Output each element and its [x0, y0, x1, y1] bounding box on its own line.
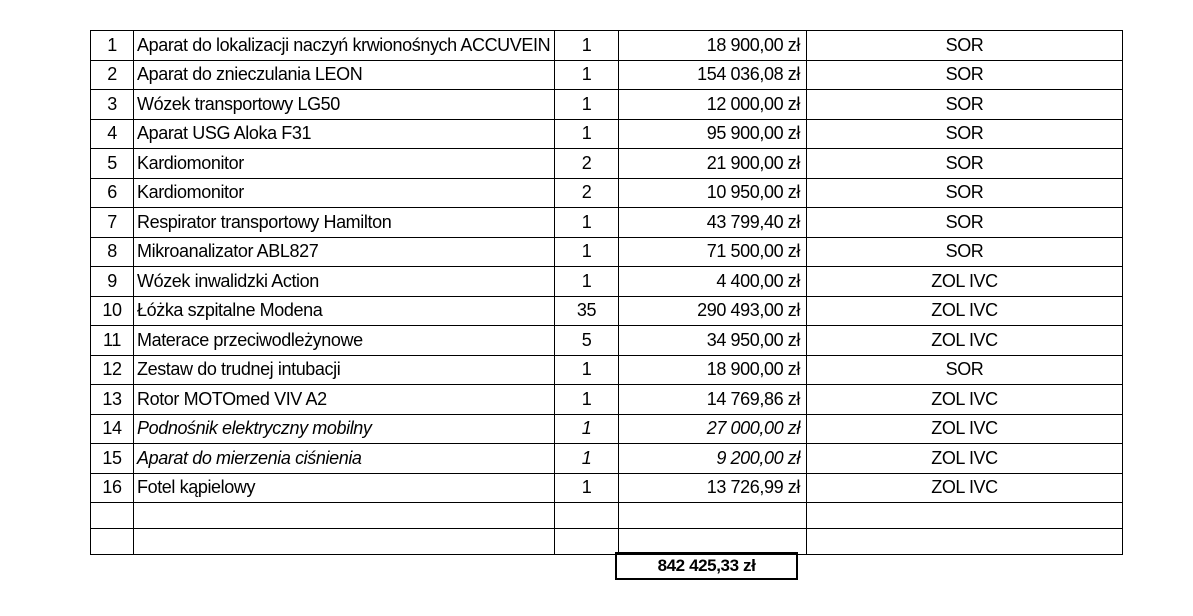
quantity-cell: 35 — [555, 296, 619, 326]
item-name-cell: Materace przeciwodleżynowe — [134, 326, 555, 356]
empty-cell — [619, 529, 807, 555]
price-cell: 18 900,00 zł — [619, 31, 807, 61]
row-number-cell: 9 — [91, 267, 134, 297]
quantity-cell: 1 — [555, 414, 619, 444]
item-name-cell: Fotel kąpielowy — [134, 473, 555, 503]
quantity-cell: 1 — [555, 60, 619, 90]
quantity-cell: 2 — [555, 149, 619, 179]
row-number-cell: 8 — [91, 237, 134, 267]
price-cell: 9 200,00 zł — [619, 444, 807, 474]
table-row — [91, 326, 1123, 356]
item-name-cell: Łóżka szpitalne Modena — [134, 296, 555, 326]
table-row — [91, 60, 1123, 90]
quantity-cell: 1 — [555, 473, 619, 503]
department-cell: SOR — [807, 90, 1123, 120]
department-cell: ZOL IVC — [807, 267, 1123, 297]
price-cell: 290 493,00 zł — [619, 296, 807, 326]
quantity-cell: 2 — [555, 178, 619, 208]
item-name-cell: Mikroanalizator ABL827 — [134, 237, 555, 267]
empty-cell — [555, 503, 619, 529]
department-cell: SOR — [807, 31, 1123, 61]
table-row — [91, 355, 1123, 385]
price-cell: 13 726,99 zł — [619, 473, 807, 503]
item-name-cell: Wózek inwalidzki Action — [134, 267, 555, 297]
quantity-cell: 1 — [555, 444, 619, 474]
equipment-table — [90, 30, 1123, 555]
row-number-cell: 5 — [91, 149, 134, 179]
table-row — [91, 267, 1123, 297]
price-cell: 95 900,00 zł — [619, 119, 807, 149]
empty-cell — [555, 529, 619, 555]
row-number-cell: 15 — [91, 444, 134, 474]
table-row — [91, 444, 1123, 474]
department-cell: SOR — [807, 355, 1123, 385]
row-number-cell: 16 — [91, 473, 134, 503]
row-number-cell: 4 — [91, 119, 134, 149]
price-cell: 71 500,00 zł — [619, 237, 807, 267]
table-row — [91, 385, 1123, 415]
department-cell: SOR — [807, 178, 1123, 208]
total-sum-cell: 842 425,33 zł — [615, 552, 798, 580]
row-number-cell: 3 — [91, 90, 134, 120]
department-cell: SOR — [807, 237, 1123, 267]
quantity-cell: 1 — [555, 385, 619, 415]
quantity-cell: 1 — [555, 31, 619, 61]
table-row — [91, 119, 1123, 149]
item-name-cell: Wózek transportowy LG50 — [134, 90, 555, 120]
department-cell: SOR — [807, 119, 1123, 149]
department-cell: ZOL IVC — [807, 326, 1123, 356]
empty-cell — [619, 503, 807, 529]
row-number-cell: 10 — [91, 296, 134, 326]
price-cell: 18 900,00 zł — [619, 355, 807, 385]
table-row — [91, 473, 1123, 503]
row-number-cell: 14 — [91, 414, 134, 444]
row-number-cell: 13 — [91, 385, 134, 415]
item-name-cell: Aparat do znieczulania LEON — [134, 60, 555, 90]
row-number-cell: 12 — [91, 355, 134, 385]
empty-row — [91, 503, 1123, 529]
quantity-cell: 1 — [555, 119, 619, 149]
price-cell: 12 000,00 zł — [619, 90, 807, 120]
price-cell: 27 000,00 zł — [619, 414, 807, 444]
table-row — [91, 208, 1123, 238]
item-name-cell: Aparat USG Aloka F31 — [134, 119, 555, 149]
quantity-cell: 1 — [555, 237, 619, 267]
quantity-cell: 1 — [555, 208, 619, 238]
row-number-cell: 6 — [91, 178, 134, 208]
item-name-cell: Podnośnik elektryczny mobilny — [134, 414, 555, 444]
department-cell: ZOL IVC — [807, 473, 1123, 503]
item-name-cell: Rotor MOTOmed VIV A2 — [134, 385, 555, 415]
price-cell: 34 950,00 zł — [619, 326, 807, 356]
empty-cell — [91, 503, 134, 529]
price-cell: 43 799,40 zł — [619, 208, 807, 238]
quantity-cell: 5 — [555, 326, 619, 356]
department-cell: ZOL IVC — [807, 296, 1123, 326]
price-cell: 21 900,00 zł — [619, 149, 807, 179]
quantity-cell: 1 — [555, 355, 619, 385]
quantity-cell: 1 — [555, 90, 619, 120]
equipment-table-body — [91, 31, 1123, 555]
empty-cell — [91, 529, 134, 555]
empty-cell — [807, 529, 1123, 555]
row-number-cell: 11 — [91, 326, 134, 356]
item-name-cell: Kardiomonitor — [134, 149, 555, 179]
table-row — [91, 90, 1123, 120]
table-row — [91, 149, 1123, 179]
department-cell: ZOL IVC — [807, 385, 1123, 415]
item-name-cell: Zestaw do trudnej intubacji — [134, 355, 555, 385]
table-row — [91, 296, 1123, 326]
table-row — [91, 414, 1123, 444]
price-cell: 154 036,08 zł — [619, 60, 807, 90]
table-row — [91, 178, 1123, 208]
row-number-cell: 1 — [91, 31, 134, 61]
item-name-cell: Respirator transportowy Hamilton — [134, 208, 555, 238]
item-name-cell: Aparat do lokalizacji naczyń krwionośnych ACCUVEIN — [134, 31, 555, 61]
row-number-cell: 2 — [91, 60, 134, 90]
price-cell: 14 769,86 zł — [619, 385, 807, 415]
empty-cell — [134, 503, 555, 529]
department-cell: SOR — [807, 208, 1123, 238]
price-cell: 4 400,00 zł — [619, 267, 807, 297]
item-name-cell: Kardiomonitor — [134, 178, 555, 208]
row-number-cell: 7 — [91, 208, 134, 238]
table-row — [91, 31, 1123, 61]
item-name-cell: Aparat do mierzenia ciśnienia — [134, 444, 555, 474]
table-row — [91, 237, 1123, 267]
empty-row — [91, 529, 1123, 555]
empty-cell — [807, 503, 1123, 529]
price-cell: 10 950,00 zł — [619, 178, 807, 208]
department-cell: SOR — [807, 60, 1123, 90]
department-cell: SOR — [807, 149, 1123, 179]
department-cell: ZOL IVC — [807, 414, 1123, 444]
department-cell: ZOL IVC — [807, 444, 1123, 474]
empty-cell — [134, 529, 555, 555]
quantity-cell: 1 — [555, 267, 619, 297]
